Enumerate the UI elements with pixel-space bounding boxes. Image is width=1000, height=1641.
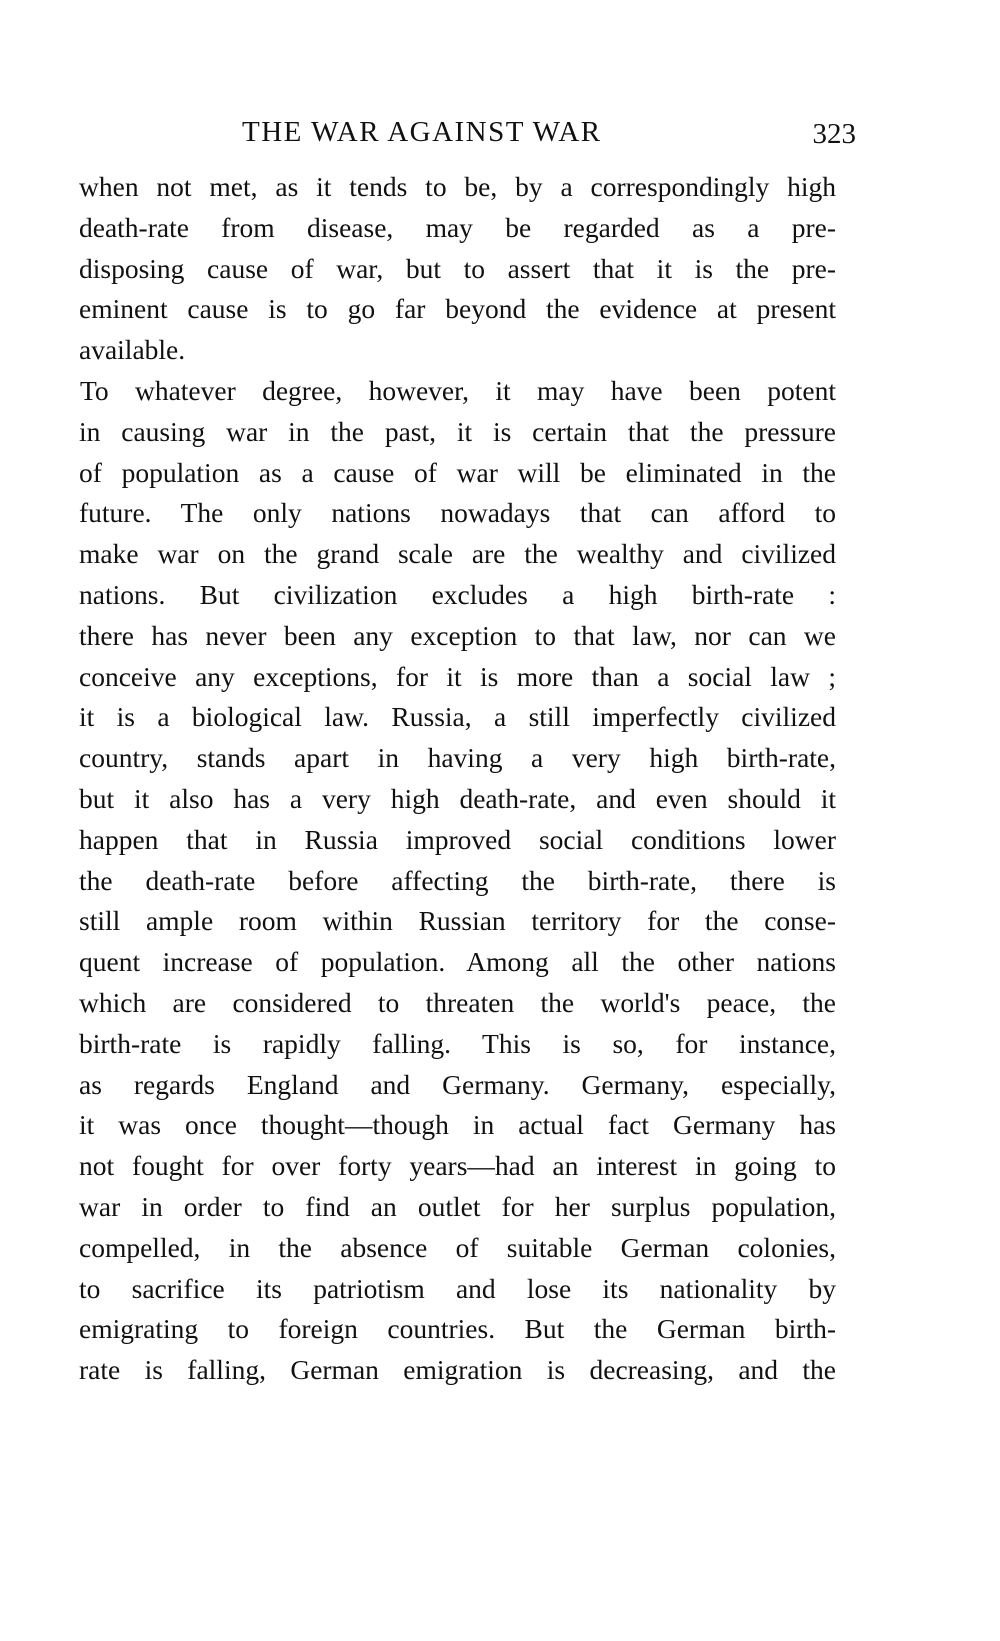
text-line: disposing cause of war, but to assert that it is the pre- — [79, 252, 836, 284]
text-line: war in order to find an outlet for her surplus population, — [79, 1190, 836, 1222]
text-line: nations. But civilization excludes a high birth-rate : — [79, 578, 836, 610]
text-line: conceive any exceptions, for it is more than a social law ; — [79, 660, 836, 692]
text-line: but it also has a very high death-rate, and even should it — [79, 782, 836, 814]
text-line: it was once thought—though in actual fact Germany has — [79, 1109, 836, 1141]
running-title: THE WAR AGAINST WAR — [242, 116, 602, 148]
text-line: to sacrifice its patriotism and lose its nationality by — [79, 1272, 836, 1304]
paragraph-end-line: available. — [79, 334, 186, 366]
text-line: future. The only nations nowadays that can afford to — [79, 497, 836, 529]
page-header — [80, 116, 860, 156]
text-line: which are considered to threaten the world's peace, the — [79, 986, 836, 1018]
text-line: it is a biological law. Russia, a still imperfectly civilized — [79, 701, 836, 733]
text-line: as regards England and Germany. Germany, especially, — [79, 1068, 836, 1100]
text-line: there has never been any exception to that law, nor can we — [79, 619, 836, 651]
text-line: of population as a cause of war will be eliminated in the — [79, 456, 836, 488]
text-line: in causing war in the past, it is certain that the pressure — [79, 415, 836, 447]
text-line: not fought for over forty years—had an interest in going to — [79, 1150, 836, 1182]
text-line: still ample room within Russian territory for the conse- — [79, 905, 836, 937]
body-text — [79, 167, 836, 1391]
text-line: compelled, in the absence of suitable German colonies, — [79, 1231, 836, 1263]
text-line: the death-rate before affecting the birth-rate, there is — [79, 864, 836, 896]
text-line: quent increase of population. Among all the other nations — [79, 946, 836, 978]
text-line: death-rate from disease, may be regarded as a pre- — [79, 211, 836, 243]
text-line: happen that in Russia improved social conditions lower — [79, 823, 836, 855]
text-line: rate is falling, German emigration is decreasing, and the — [79, 1354, 836, 1386]
text-line: birth-rate is rapidly falling. This is so, for instance, — [79, 1027, 836, 1059]
text-line: when not met, as it tends to be, by a correspondingly high — [79, 171, 836, 202]
text-line: country, stands apart in having a very high birth-rate, — [79, 742, 836, 774]
text-line: eminent cause is to go far beyond the evidence at present — [79, 293, 836, 325]
paragraph-start-line: To whatever degree, however, it may have been potent — [80, 374, 836, 406]
text-line: make war on the grand scale are the wealthy and civilized — [79, 538, 836, 570]
text-line: emigrating to foreign countries. But the German birth- — [79, 1313, 836, 1345]
page-number: 323 — [812, 118, 856, 150]
